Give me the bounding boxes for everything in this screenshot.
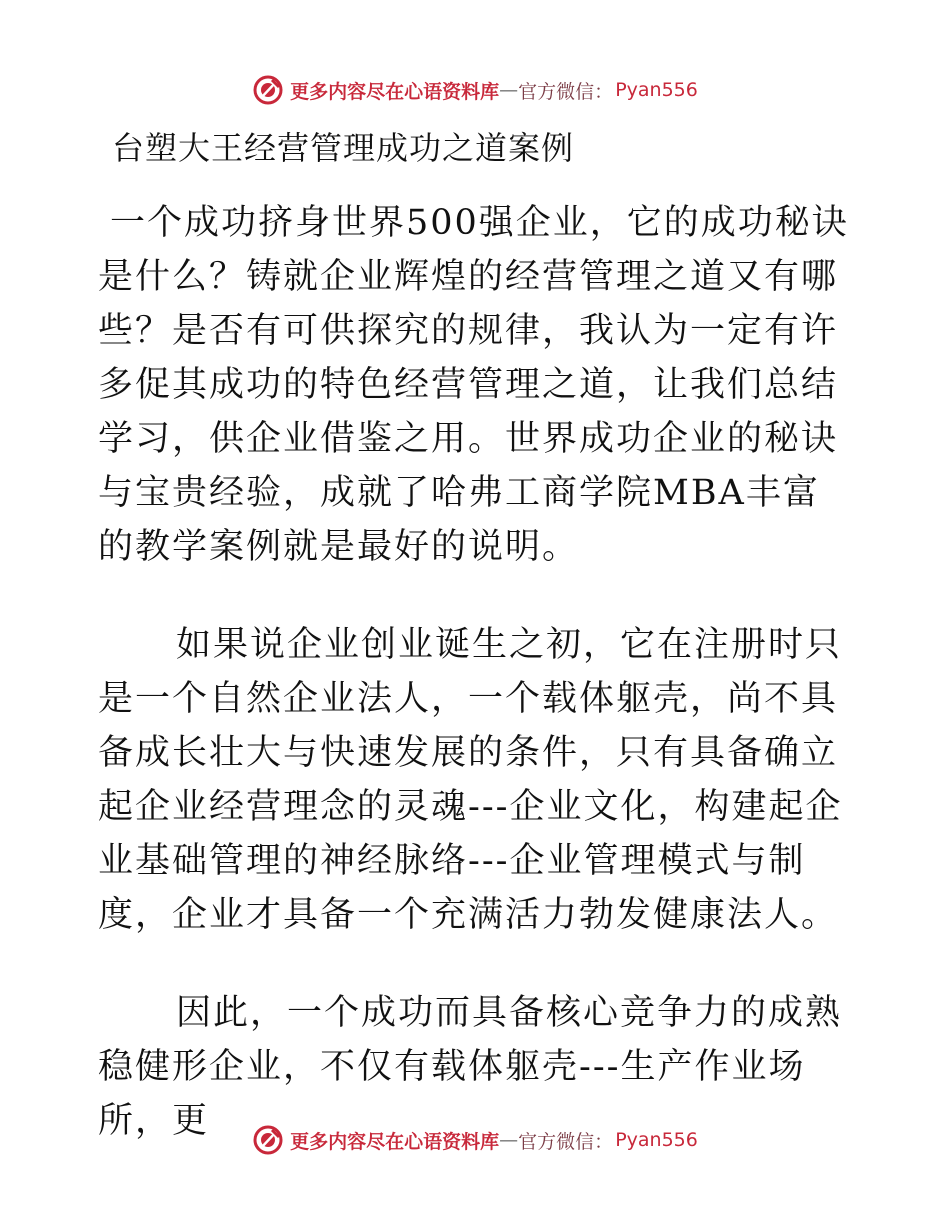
- watermark-text: [290, 1127, 698, 1154]
- watermark-handle: Pyan556: [615, 1129, 698, 1151]
- paragraph-3: 因此，一个成功而具备核心竞争力的成熟稳健形企业，不仅有载体躯壳---生产作业场所，更: [98, 993, 843, 1141]
- document-body: [98, 196, 852, 1148]
- watermark-main: 更多内容尽在心语资料库: [290, 80, 500, 103]
- watermark-main: 更多内容尽在心语资料库: [290, 1130, 500, 1153]
- watermark-dash: —: [499, 1129, 519, 1151]
- watermark-text: [290, 77, 698, 104]
- paragraph-1: 一个成功挤身世界500强企业，它的成功秘诀是什么？铸就企业辉煌的经营管理之道又有哪些？是否有可供探究的规律，我认为一定有许多促其成功的特色经营管理之道，让我们总结学习，供企业借鉴之用。世界成功企业的秘诀与宝贵经验，成就了哈弗工商学院MBA丰富的教学案例就是最好的说明。: [98, 203, 849, 567]
- header-watermark: [0, 70, 950, 110]
- watermark-dash: —: [499, 79, 519, 101]
- brand-logo-icon: [252, 74, 284, 106]
- watermark-official: 官方微信：: [518, 80, 614, 103]
- footer-watermark: [0, 1120, 950, 1160]
- document-title: 台塑大王经营管理成功之道案例: [112, 129, 575, 167]
- paragraph-2: 如果说企业创业诞生之初，它在注册时只是一个自然企业法人，一个载体躯壳，尚不具备成长壮大与快速发展的条件，只有具备确立起企业经营理念的灵魂---企业文化，构建起企业基础管理的神经脉络---企业管理模式与制度，企业才具备一个充满活力勃发健康法人。: [98, 625, 843, 935]
- brand-logo-icon: [252, 1124, 284, 1156]
- watermark-official: 官方微信：: [518, 1130, 614, 1153]
- watermark-handle: Pyan556: [615, 79, 698, 101]
